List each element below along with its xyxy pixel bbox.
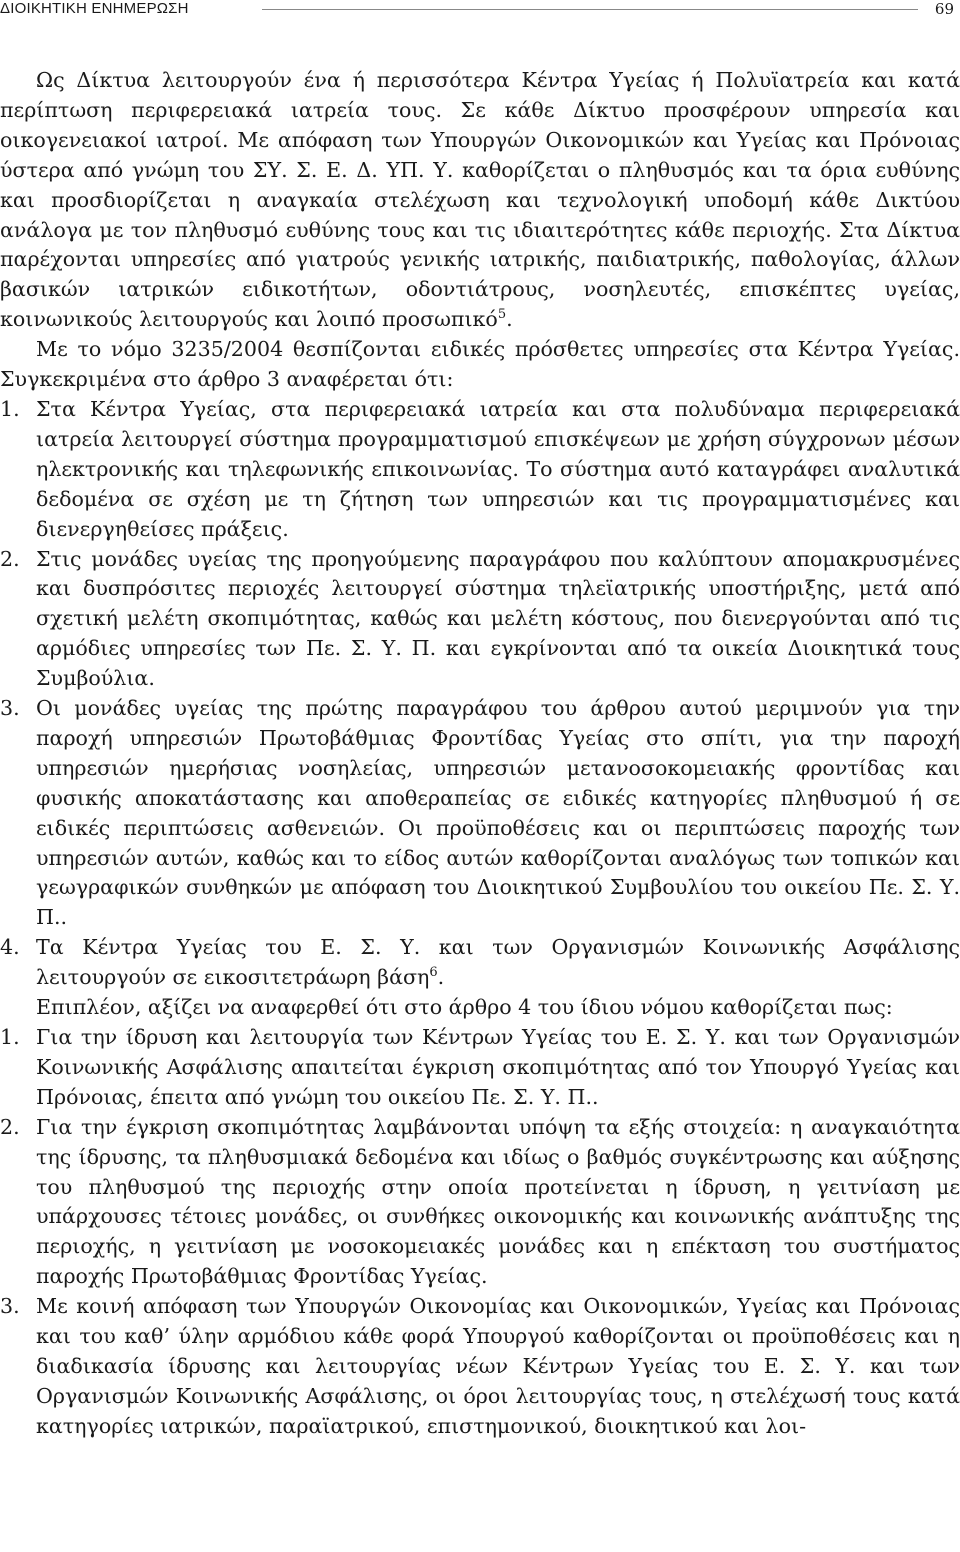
footnote-marker: 6 [429,965,438,981]
list-item [0,694,960,933]
list-item-text-end: . [437,965,445,990]
list-item-number: 3. [0,696,20,721]
page-number: 69 [934,0,954,18]
list-item [0,1023,960,1113]
list-item-text: Για την έγκριση σκοπιμότητας λαμβάνονται υπόψη τα εξής στοιχεία: η αναγκαιότητα της ίδρυσης, τα πληθυσμιακά δεδομένα και ιδίως ο βαθμός συγκέντρωσης και αύξησης του πληθυσμού της περιοχής στην οποία προτείνεται η ίδρυση, η γειτνίαση με υπάρχουσες τέτοιες μονάδες, οι συνθήκες οικονομικής και κοινωνικής ανάπτυξης της περιοχής, η γειτνίαση με νοσοκομειακές μονάδες και η επέκταση του συστήματος παροχής Πρωτοβάθμιας Φροντίδας Υγείας. [36,1114,960,1289]
list-item [0,1292,960,1442]
list-item-text: Οι μονάδες υγείας της πρώτης παραγράφου του άρθρου αυτού μεριμνούν για την παροχή υπηρεσιών Πρωτοβάθμιας Φροντίδας Υγείας στο σπίτι, για την παροχή υπηρεσιών ημερήσιας νοσηλείας, υπηρεσιών μετανοσοκομειακής φροντίδας και φυσικής αποκατάστασης και αποθεραπείας σε ειδικές κατηγορίες πληθυσμού ή σε ειδικές περιπτώσεις ασθενειών. Οι προϋποθέσεις και οι περιπτώσεις παροχής των υπηρεσιών αυτών, καθώς και το είδος αυτών καθορίζονται αναλόγως των τοπικών και γεωγραφικών συνθηκών με απόφαση του Διοικητικού Συμβουλίου του οικείου Πε. Σ. Υ. Π.. [36,696,960,930]
article4-list [0,1023,960,1442]
list-item-number: 2. [0,1114,20,1139]
list-item-text: Με κοινή απόφαση των Υπουργών Οικονομίας και Οικονομικών, Υγείας και Πρόνοιας και του καθ’ ύλην αρμόδιου κάθε φορά Υπουργού καθορίζονται οι προϋποθέσεις και η διαδικασία ίδρυσης και λειτουργίας νέων Κέντρων Υγείας του Ε. Σ. Υ. και των Οργανισμών Κοινωνικής Ασφάλισης, οι όροι λειτουργίας τους, η στελέχωσή τους κατά κατηγορίες ιατρικών, παραϊατρικού, επιστημονικού, διοικητικού και λοι- [36,1294,960,1438]
list-item-text: Στα Κέντρα Υγείας, στα περιφερειακά ιατρεία και στα πολυδύναμα περιφερειακά ιατρεία λειτουργεί σύστημα προγραμματισμού επισκέψεων με χρήση σύγχρονων μέσων ηλεκτρονικής και τηλεφωνικής επικοινωνίας. Το σύστημα αυτό καταγράφει αναλυτικά δεδομένα σε σχέση με τη ζήτηση των υπηρεσιών και τις προγραμματισμένες και διενεργηθείσες πράξεις. [36,396,960,541]
body-text [0,66,960,1442]
header-rule [262,9,918,10]
list-item-text: Για την ίδρυση και λειτουργία των Κέντρων Υγείας του Ε. Σ. Υ. και των Οργανισμών Κοινωνικής Ασφάλισης απαιτείται έγκριση σκοπιμότητας από τον Υπουργό Υγείας και Πρόνοιας, έπειτα από γνώμη του οικείου Πε. Σ. Υ. Π.. [36,1025,960,1109]
list-item-text: Στις μονάδες υγείας της προηγούμενης παραγράφου που καλύπτουν απομακρυσμένες και δυσπρόσιτες περιοχές λειτουργεί σύστημα τηλεϊατρικής υποστήριξης, μετά από σχετική μελέτη σκοπιμότητας, καθώς και μελέτη κόστους, που διενεργούνται από τις αρμόδιες υπηρεσίες των Πε. Σ. Υ. Π. και εγκρίνονται από τα οικεία Διοικητικά τους Συμβούλια. [36,546,960,691]
list-item [0,933,960,993]
article3-list [0,395,960,993]
law-paragraph: Με το νόμο 3235/2004 θεσπίζονται ειδικές πρόσθετες υπηρεσίες στα Κέντρα Υγείας. Συγκεκριμένα στο άρθρο 3 αναφέρεται ότι: [0,337,960,392]
footnote-marker: 5 [497,307,507,323]
article4-paragraph: Επιπλέον, αξίζει να αναφερθεί ότι στο άρθρο 4 του ίδιου νόμου καθορίζεται πως: [36,995,893,1020]
list-item-number: 1. [0,1025,20,1049]
intro-paragraph [0,66,960,335]
running-header [0,0,960,26]
running-header-title: ΔΙΟΙΚΗΤΙΚΗ ΕΝΗΜΕΡΩΣΗ [0,0,189,17]
list-item-text: Τα Κέντρα Υγείας του Ε. Σ. Υ. και των Οργανισμών Κοινωνικής Ασφάλισης λειτουργούν σε εικοσιτετράωρη βάση [36,935,960,990]
list-item-number: 1. [0,396,20,421]
intro-paragraph-text: Ως Δίκτυα λειτουργούν ένα ή περισσότερα Κέντρα Υγείας ή Πολυϊατρεία και κατά περίπτωση περιφερειακά ιατρεία τους. Σε κάθε Δίκτυο προσφέρουν υπηρεσία και οικογενειακοί ιατροί. Με απόφαση των Υπουργών Οικονομικών και Υγείας και Πρόνοιας ύστερα από γνώμη του ΣΥ. Σ. Ε. Δ. ΥΠ. Υ. καθορίζεται ο πληθυσμός και τα όρια ευθύνης και προσδιορίζεται η αναγκαία στελέχωση και τεχνολογική υποδομή κάθε Δικτύου ανάλογα με τον πληθυσμό ευθύνης τους και τις ιδιαιτερότητες κάθε περιοχής. Στα Δίκτυα παρέχονται υπηρεσίες από γιατρούς γενικής ιατρικής, παιδιατρικής, παθολογίας, άλλων βασικών ιατρικών ειδικοτήτων, οδοντιάτρους, νοσηλευτές, επισκέπτες υγείας, κοινωνικούς λειτουργούς και λοιπό προσωπικό [0,68,960,332]
intro-paragraph-end: . [506,307,513,332]
list-item-number: 4. [0,935,20,960]
list-item-number: 2. [0,546,20,571]
list-item-number: 3. [0,1294,20,1319]
list-item [0,395,960,545]
list-item [0,1113,960,1292]
list-item [0,545,960,695]
